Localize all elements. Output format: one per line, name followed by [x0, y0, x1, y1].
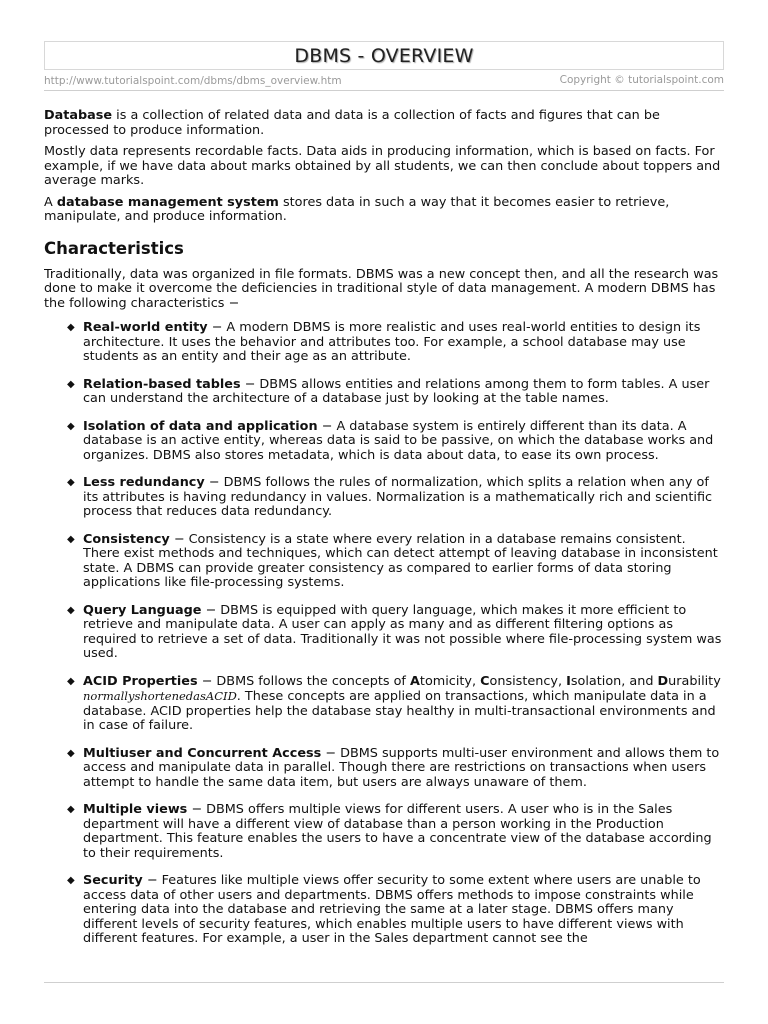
list-item: ◆ Relation-based tables − DBMS allows entities and relations among them to form tables. A user can understand the architecture of a database just by looking at the table names. [67, 376, 710, 406]
list-item: ◆ Security − Features like multiple views offer security to some extent where users are unable to access data of other users and departments. DBMS offers methods to impose constraints while entering data into the database and retrieving the same at a later stage. DBMS offers many different levels of security features, which enables multiple users to have different views with different features. For example, a user in the Sales department cannot see the [67, 873, 701, 946]
bullet-icon: ◆ [67, 675, 75, 687]
source-url[interactable]: http://www.tutorialspoint.com/dbms/dbms_overview.htm [44, 75, 342, 87]
paragraph-database-definition: Database is a collection of related data and data is a collection of facts and figures that can be processed to produce information. [44, 108, 660, 138]
list-item: ◆ Consistency − Consistency is a state where every relation in a database remains consistent. There exist methods and techniques, which can detect attempt of leaving database in inconsistent state. A DBMS can provide greater consistency as compared to earlier forms of data storing applications like file-processing systems. [67, 531, 718, 590]
list-item: ◆ Isolation of data and application − A database system is entirely different than its data. A database is an active entity, whereas data is said to be passive, on which the database works and organizes. DBMS also stores metadata, which is data about data, to ease its own process. [67, 418, 714, 463]
acid-note: normallyshortenedasACID [83, 689, 237, 703]
term-database: Database [44, 108, 113, 123]
list-item-acid: ◆ ACID Properties − DBMS follows the concepts of Atomicity, Consistency, Isolation, and Durability normallyshortenedasACID. These concepts are applied on transactions, which manipulate data in a database. ACID properties help the database stay healthy in multi-transactional environments and in case of failure. [67, 673, 721, 733]
term-dbms: database management system [56, 194, 279, 210]
page-bottom-rule [44, 982, 724, 983]
bullet-icon: ◆ [67, 804, 75, 815]
source-bar [44, 70, 724, 91]
bullet-icon: ◆ [67, 420, 75, 432]
title-box [44, 41, 724, 70]
list-item: ◆ Multiuser and Concurrent Access − DBMS supports multi-user environment and allows them to access and manipulate data in parallel. Though there are restrictions on transactions when users attempt to handle the same data item, but users are always unaware of them. [67, 745, 720, 790]
bullet-icon: ◆ [67, 747, 75, 759]
bullet-icon: ◆ [67, 604, 75, 616]
list-item: ◆ Query Language − DBMS is equipped with query language, which makes it more efficient to retrieve and manipulate data. A user can apply as many and as different filtering options as required to retrieve a set of data. Traditionally it was not possible where file-processing system was used. [67, 602, 722, 661]
bullet-icon: ◆ [67, 875, 75, 886]
page-title: DBMS - OVERVIEW [294, 44, 474, 67]
paragraph-data-facts: Mostly data represents recordable facts. Data aids in producing information, which is based on facts. For example, if we have data about marks obtained by all students, we can then conclude about toppers and average marks. [44, 144, 721, 188]
list-item: ◆ Multiple views − DBMS offers multiple views for different users. A user who is in the Sales department will have a different view of database than a person working in the Production department. This feature enables the users to have a concentrate view of the database according to their requirements. [67, 802, 712, 861]
list-item: ◆ Real-world entity − A modern DBMS is more realistic and uses real-world entities to design its architecture. It uses the behavior and attributes too. For example, a school database may use students as an entity and their age as an attribute. [67, 320, 701, 364]
paragraph-dbms-definition: A database management system stores data in such a way that it becomes easier to retrieve, manipulate, and produce information. [44, 194, 670, 224]
document-page [44, 41, 724, 983]
bullet-icon: ◆ [67, 378, 75, 390]
section-heading-characteristics: Characteristics [44, 238, 184, 258]
list-item: ◆ Less redundancy − DBMS follows the rules of normalization, which splits a relation when any of its attributes is having redundancy in values. Normalization is a mathematically rich and scientific process that reduces data redundancy. [67, 475, 713, 519]
bullet-icon: ◆ [67, 322, 75, 333]
paragraph-characteristics-intro: Traditionally, data was organized in file formats. DBMS was a new concept then, and all the research was done to make it overcome the deficiencies in traditional style of data management. A modern DBMS has the following characteristics − [44, 266, 719, 311]
copyright-notice: Copyright © tutorialspoint.com [559, 74, 724, 86]
bullet-icon: ◆ [67, 533, 75, 545]
characteristics-list [44, 321, 724, 947]
bullet-icon: ◆ [67, 477, 75, 488]
